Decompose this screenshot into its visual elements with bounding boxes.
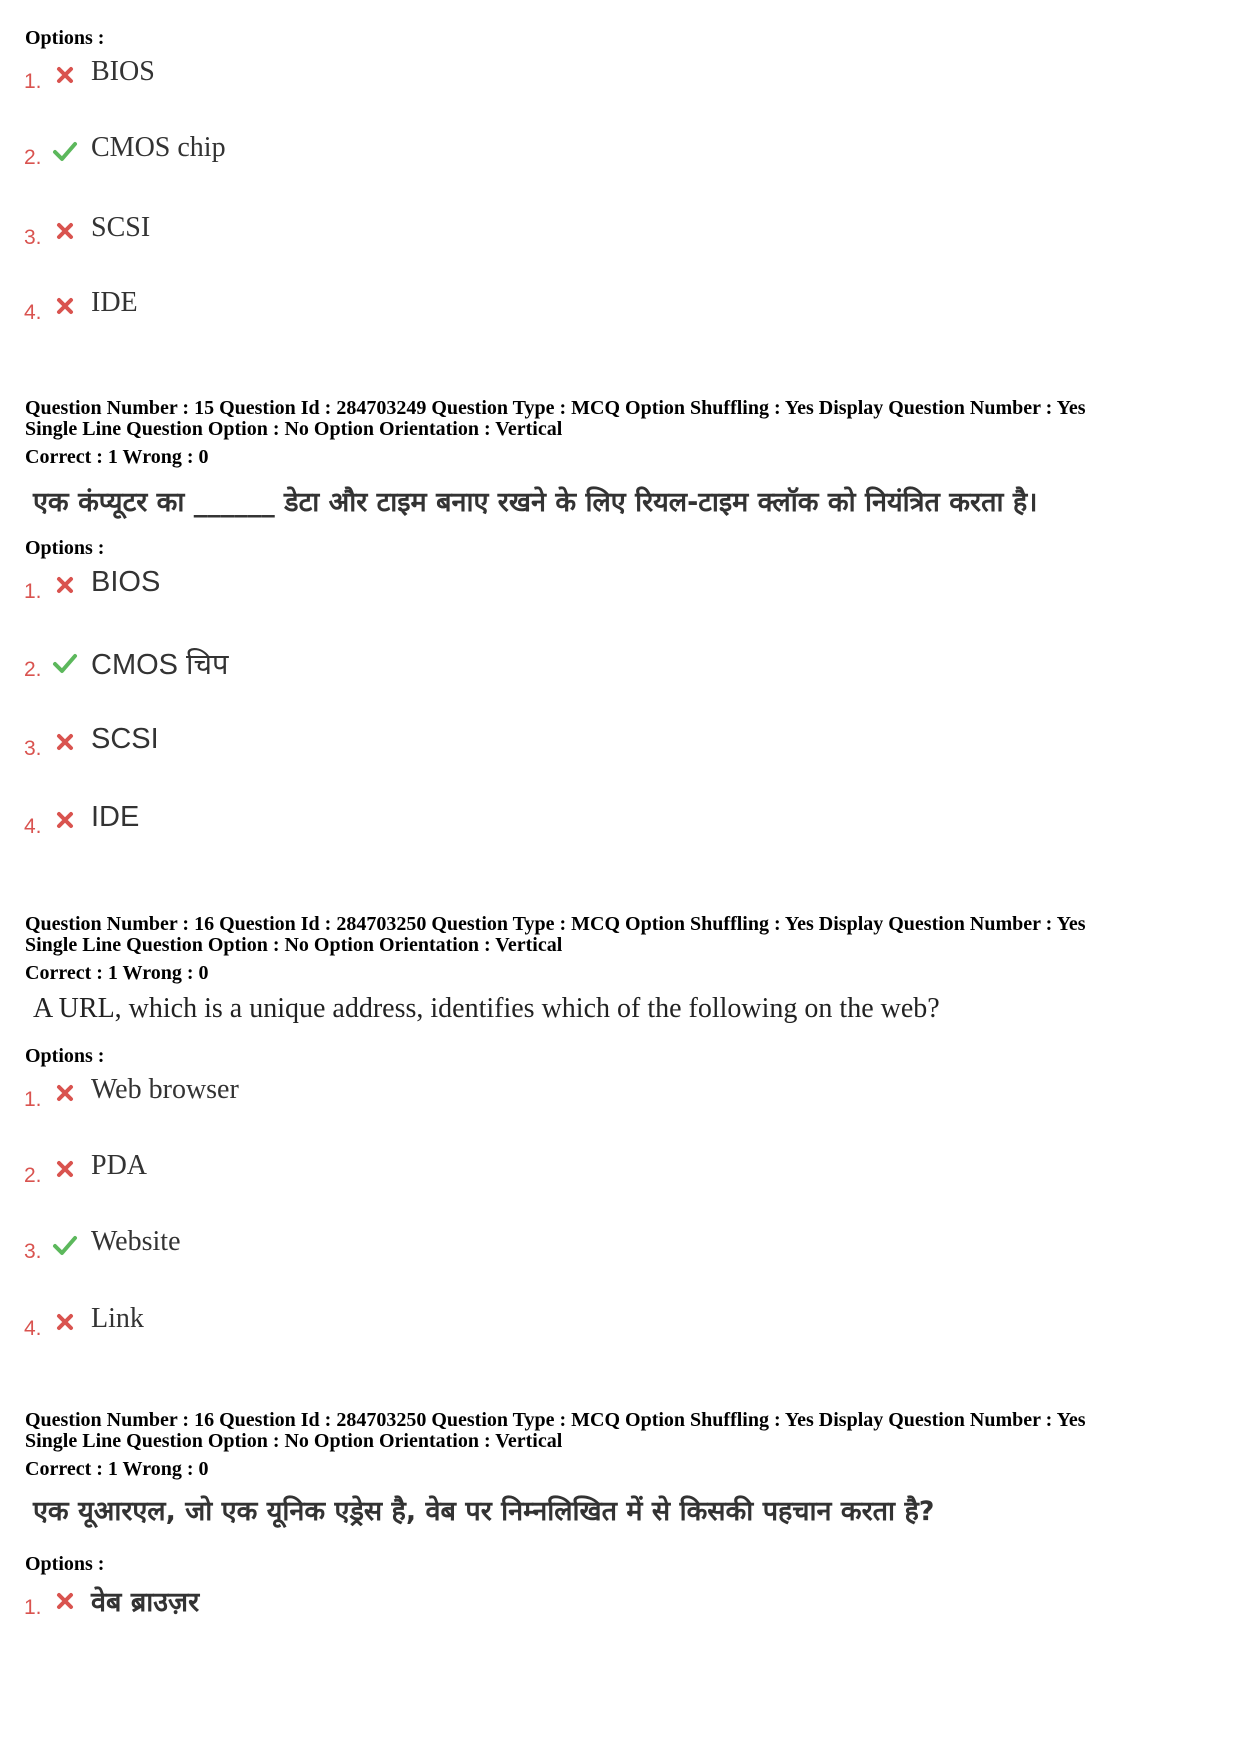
check-icon	[52, 650, 78, 676]
options-label: Options :	[25, 27, 105, 49]
options-label: Options :	[25, 537, 105, 559]
option-text: PDA	[91, 1150, 148, 1181]
cross-icon	[52, 1080, 78, 1106]
option-text: IDE	[91, 801, 140, 833]
option-number: 1.	[24, 1088, 42, 1111]
question-meta: Question Number : 15 Question Id : 284703249 Question Type : MCQ Option Shuffling : Yes Display Question Number : Yes	[25, 397, 1086, 419]
question-text: एक कंप्यूटर का ______ डेटा और टाइम बनाए रखने के लिए रियल-टाइम क्लॉक को नियंत्रित करता है।	[33, 487, 1038, 518]
cross-icon	[52, 729, 78, 755]
option-text: Link	[91, 1303, 144, 1334]
question-meta-2: Single Line Question Option : No Option Orientation : Vertical	[25, 934, 563, 956]
cross-icon	[52, 1156, 78, 1182]
option-number: 4.	[24, 301, 42, 324]
option-number: 3.	[24, 1240, 42, 1263]
cross-icon	[52, 218, 78, 244]
check-icon	[52, 1232, 78, 1258]
marks-line: Correct : 1 Wrong : 0	[25, 962, 209, 984]
question-meta-2: Single Line Question Option : No Option Orientation : Vertical	[25, 1430, 563, 1452]
check-icon	[52, 138, 78, 164]
options-label: Options :	[25, 1045, 105, 1067]
option-text: SCSI	[91, 212, 151, 243]
option-text: Web browser	[91, 1074, 239, 1105]
option-text: BIOS	[91, 56, 155, 87]
option-text: IDE	[91, 287, 138, 318]
cross-icon	[52, 1309, 78, 1335]
question-meta-2: Single Line Question Option : No Option Orientation : Vertical	[25, 418, 563, 440]
option-number: 1.	[24, 580, 42, 603]
question-meta: Question Number : 16 Question Id : 284703250 Question Type : MCQ Option Shuffling : Yes Display Question Number : Yes	[25, 913, 1086, 935]
option-number: 2.	[24, 658, 42, 681]
option-text: वेब ब्राउज़र	[91, 1587, 200, 1618]
cross-icon	[52, 62, 78, 88]
option-text: CMOS chip	[91, 132, 226, 163]
question-text: एक यूआरएल, जो एक यूनिक एड्रेस है, वेब पर निम्नलिखित में से किसकी पहचान करता है?	[33, 1496, 935, 1527]
option-number: 1.	[24, 70, 42, 93]
option-number: 1.	[24, 1596, 42, 1619]
question-text: A URL, which is a unique address, identifies which of the following on the web?	[33, 993, 940, 1024]
options-label: Options :	[25, 1553, 105, 1575]
marks-line: Correct : 1 Wrong : 0	[25, 1458, 209, 1480]
option-number: 3.	[24, 737, 42, 760]
option-number: 4.	[24, 1317, 42, 1340]
option-number: 4.	[24, 815, 42, 838]
cross-icon	[52, 1588, 78, 1614]
option-number: 2.	[24, 1164, 42, 1187]
option-text: SCSI	[91, 723, 159, 755]
cross-icon	[52, 572, 78, 598]
cross-icon	[52, 807, 78, 833]
option-number: 3.	[24, 226, 42, 249]
option-number: 2.	[24, 146, 42, 169]
option-text: CMOS चिप	[91, 649, 229, 681]
option-text: Website	[91, 1226, 181, 1257]
question-meta: Question Number : 16 Question Id : 284703250 Question Type : MCQ Option Shuffling : Yes Display Question Number : Yes	[25, 1409, 1086, 1431]
marks-line: Correct : 1 Wrong : 0	[25, 446, 209, 468]
cross-icon	[52, 293, 78, 319]
option-text: BIOS	[91, 566, 161, 598]
